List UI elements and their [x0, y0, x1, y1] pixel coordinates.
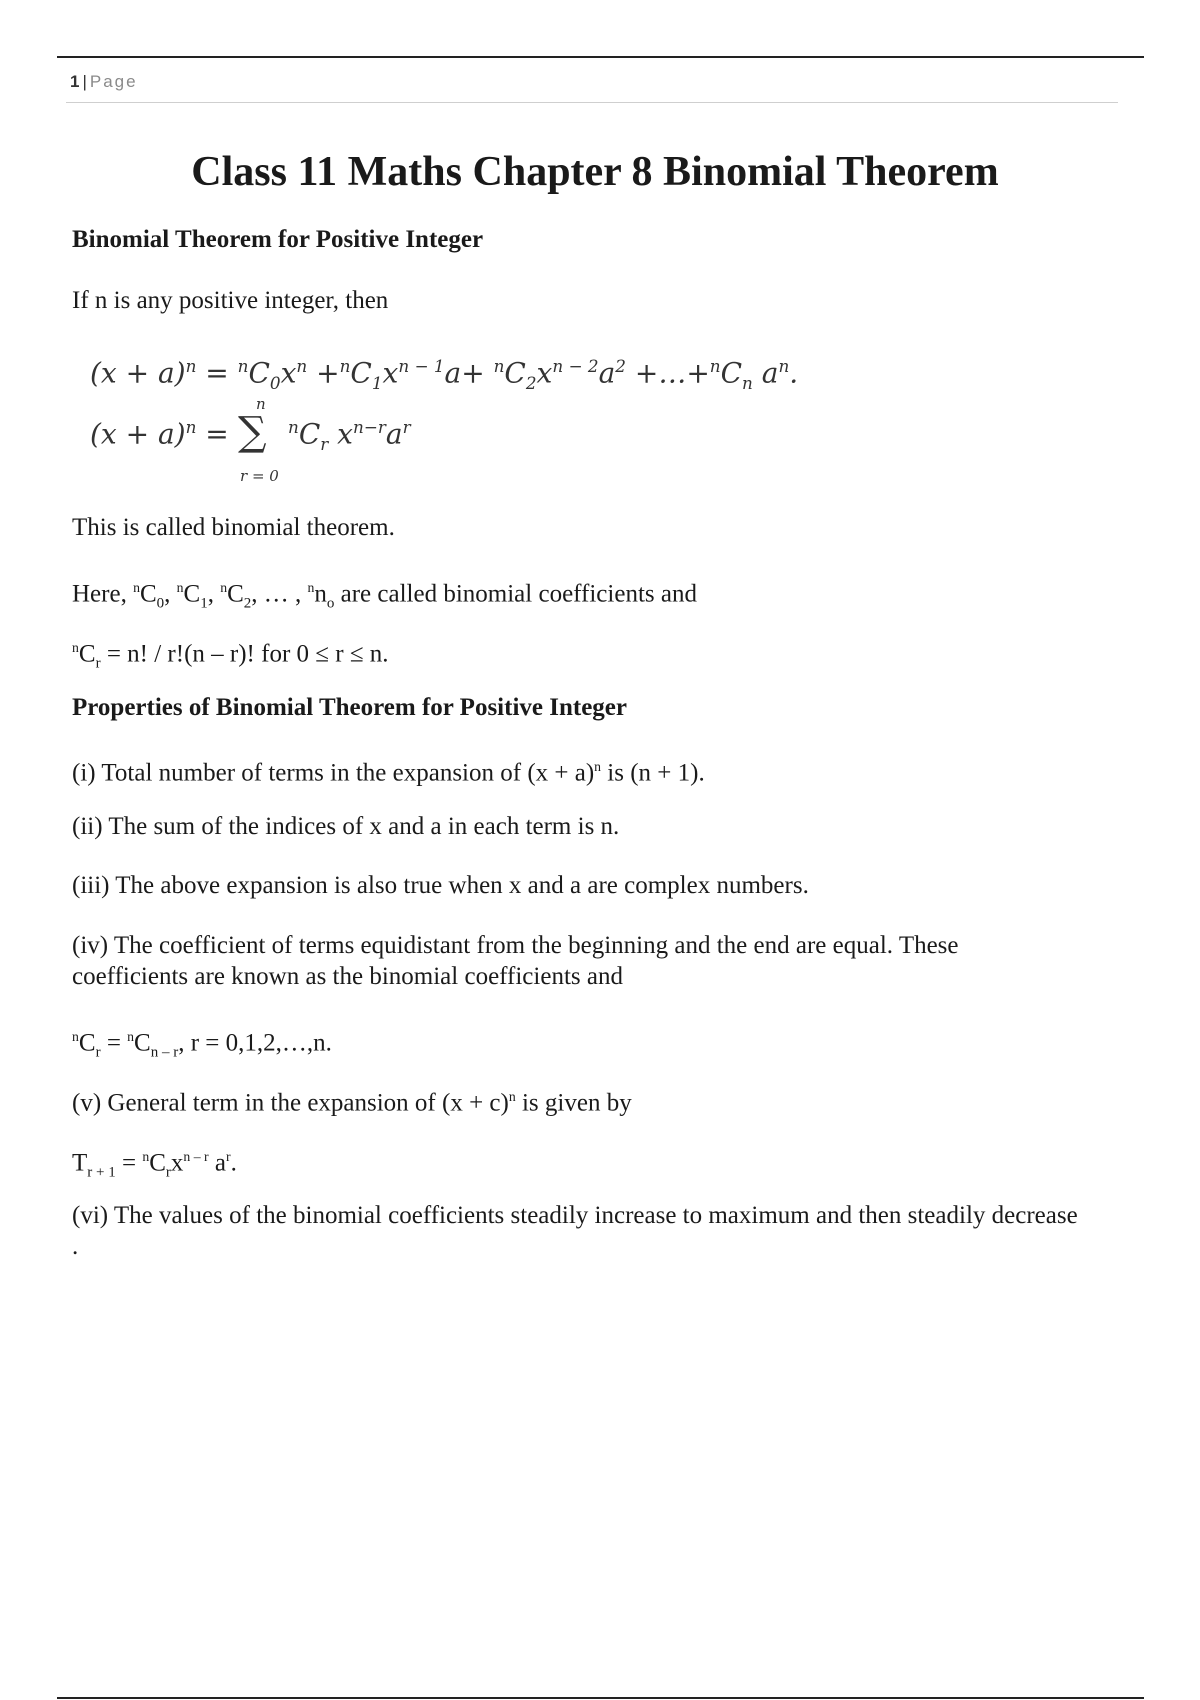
- binomial-expansion-formula: $(x + a)^n = ^nC_0x^n +^nC_1x^{n - 1}a+ ^nC_2x^{n - 2}a^2$ $+\dots+^nC_n$ $a^n$.: [90, 356, 799, 393]
- property-5: (v) General term in the expansion of $(x + c)^n$ is given by: [72, 1089, 632, 1117]
- general-term-formula: $T_{r + 1} = ^nC_rx^{n - r}$ $a^r$.: [72, 1149, 237, 1181]
- property-6: (vi) The values of the binomial coefficients steadily increase to maximum and then steadily decrease .: [72, 1202, 1078, 1260]
- section-heading-properties: Properties of Binomial Theorem for Positive Integer: [72, 694, 627, 721]
- bottom-rule: [57, 1697, 1144, 1699]
- property-4: (iv) The coefficient of terms equidistant from the beginning and the end are equal. These coefficients are known as the binomial coefficients and: [72, 932, 959, 990]
- page-separator: |: [82, 72, 87, 91]
- section-heading-binomial-theorem: Binomial Theorem for Positive Integer: [72, 226, 484, 253]
- page-number-value: 1: [70, 72, 80, 91]
- top-rule: [57, 56, 1144, 58]
- property-2: (ii) The sum of the indices of x and a in each term is n.: [72, 813, 620, 840]
- page-number: [70, 72, 138, 92]
- property-1: (i) Total number of terms in the expansion of $(x + a)^n$ is (n + 1).: [72, 759, 705, 787]
- sigma-symbol: ∑: [238, 409, 267, 455]
- page-label: Page: [89, 72, 138, 91]
- binomial-theorem-statement: This is called binomial theorem.: [72, 514, 395, 541]
- document-title: Class 11 Maths Chapter 8 Binomial Theorem: [191, 149, 999, 195]
- intro-text: If n is any positive integer, then: [72, 287, 389, 314]
- header-rule: [66, 102, 1118, 103]
- ncr-definition: $^nC_r = n$! / r!(n – r)! for 0 ≤ r ≤ n.: [72, 640, 389, 672]
- symmetry-formula: $^nC_r = ^nC_{n - r}$, r = 0,1,2,…,n.: [72, 1029, 332, 1061]
- binomial-coefficients-text: Here, $^nC_0$, $^nC_1$, $^nC_2$, … , $^nn_o$ are called binomial coefficients and: [72, 580, 697, 612]
- binomial-summation-formula: $(x + a)^n$ = n ∑ r = 0 $^nC_r$ $x^{n-r}a^r$: [90, 395, 411, 485]
- property-3: (iii) The above expansion is also true when x and a are complex numbers.: [72, 872, 809, 899]
